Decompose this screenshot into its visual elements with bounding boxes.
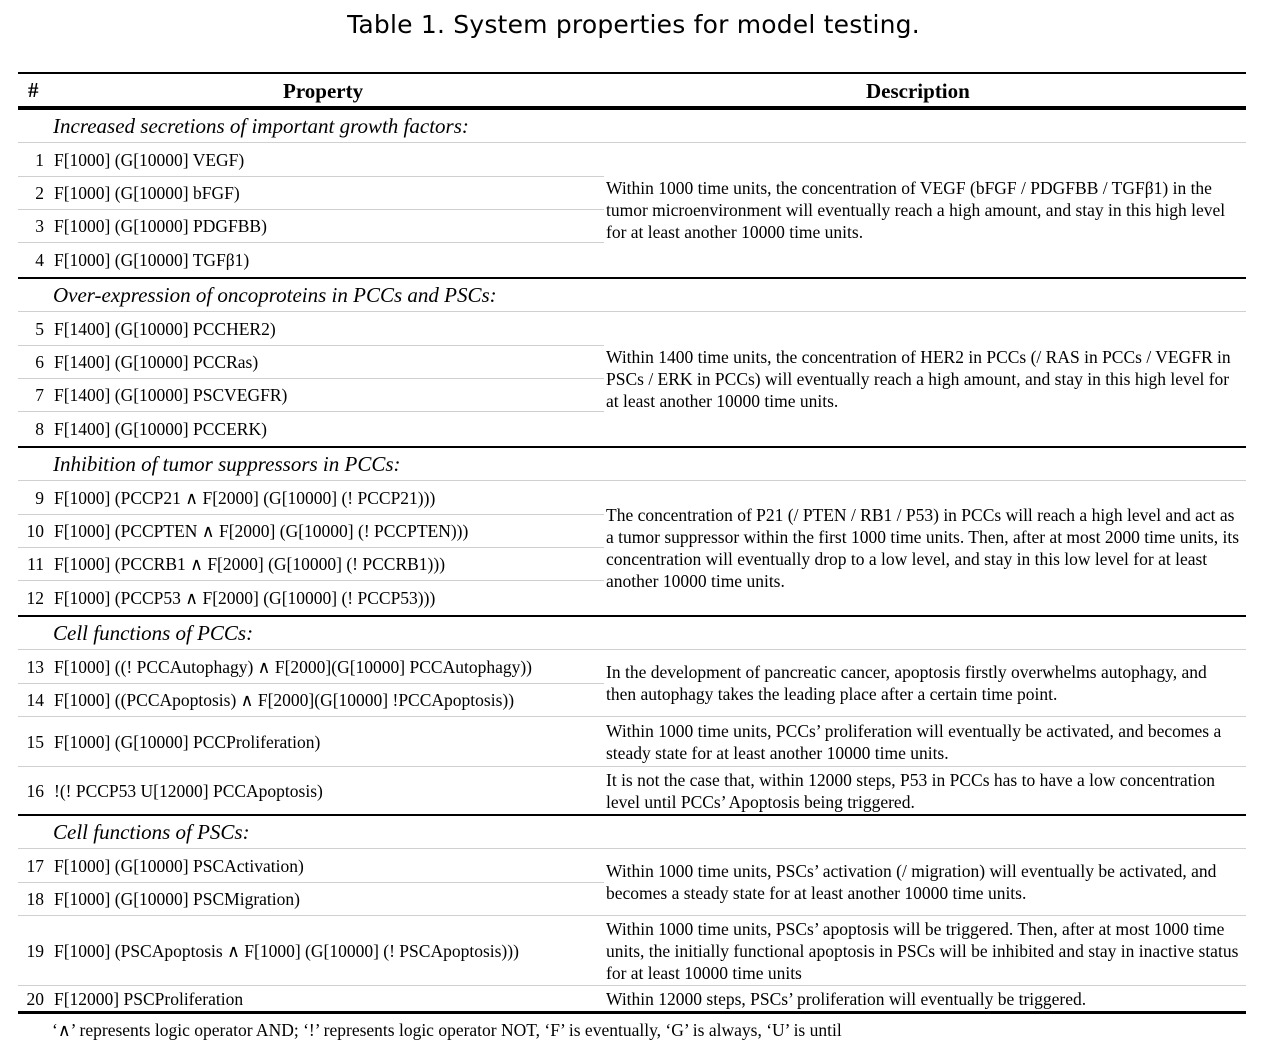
property-group — [18, 717, 1246, 767]
table-section — [18, 446, 1246, 615]
table-row — [18, 650, 604, 684]
row-number: 16 — [26, 780, 44, 801]
property-formula: F[1000] (G[10000] VEGF) — [54, 149, 245, 170]
property-formula: F[1000] (PCCP53 ∧ F[2000] (G[10000] (! PCCP53))) — [54, 588, 436, 608]
table-section — [18, 814, 1246, 1011]
row-number: 12 — [26, 588, 44, 608]
row-number: 2 — [35, 183, 44, 203]
property-group — [18, 849, 1246, 916]
property-description: In the development of pancreatic cancer, apoptosis firstly overwhelms autophagy, and then autophagy takes the leading place after a certain time point. — [606, 662, 1207, 704]
property-description: Within 1000 time units, PSCs’ activation (/ migration) will eventually be activated, and becomes a steady state for at least another 10000 time units. — [606, 861, 1217, 903]
section-title: Cell functions of PSCs: — [18, 816, 1246, 849]
property-description: Within 1000 time units, the concentration of VEGF (bFGF / PDGFBB / TGFβ1) in the tumor microenvironment will eventually reach a high amount, and stay in this high level for at least another 10000 time units. — [606, 178, 1226, 242]
table-row — [18, 684, 604, 716]
property-formula: F[1000] (G[10000] PSCMigration) — [54, 889, 300, 909]
property-description: Within 12000 steps, PSCs’ proliferation will eventually be triggered. — [606, 988, 1087, 1009]
property-group — [18, 986, 1246, 1011]
property-formula: F[1000] (PCCRB1 ∧ F[2000] (G[10000] (! PCCRB1))) — [54, 554, 446, 574]
row-number: 11 — [27, 554, 44, 574]
property-formula: F[1000] (PCCPTEN ∧ F[2000] (G[10000] (! PCCPTEN))) — [54, 521, 469, 541]
property-formula: F[1000] ((PCCApoptosis) ∧ F[2000](G[10000] !PCCApoptosis)) — [54, 690, 515, 710]
property-formula: F[1400] (G[10000] PCCERK) — [54, 419, 267, 439]
table-row — [18, 210, 604, 243]
row-number: 4 — [35, 250, 44, 270]
table-row — [18, 986, 604, 1011]
table-row — [18, 312, 604, 346]
property-formula: F[1000] (PCCP21 ∧ F[2000] (G[10000] (! PCCP21))) — [54, 487, 436, 508]
property-formula: !(! PCCP53 U[12000] PCCApoptosis) — [54, 780, 323, 801]
row-number: 1 — [35, 149, 44, 170]
column-header-description: Description — [866, 79, 970, 103]
table-row — [18, 581, 604, 615]
table-row — [18, 515, 604, 548]
row-number: 14 — [26, 690, 44, 710]
table-header — [18, 74, 1246, 108]
table-row — [18, 883, 604, 915]
row-number: 5 — [35, 318, 44, 339]
table-row — [18, 717, 604, 766]
table-row — [18, 412, 604, 446]
property-group — [18, 143, 1246, 277]
row-number: 20 — [26, 988, 44, 1009]
row-number: 7 — [35, 385, 44, 405]
table-row — [18, 243, 604, 277]
column-header-num: # — [28, 78, 39, 102]
table-row — [18, 379, 604, 412]
property-formula: F[1000] ((! PCCAutophagy) ∧ F[2000](G[10000] PCCAutophagy)) — [54, 656, 532, 677]
section-title: Cell functions of PCCs: — [18, 617, 1246, 650]
property-formula: F[1000] (G[10000] PDGFBB) — [54, 216, 267, 236]
property-description: Within 1000 time units, PSCs’ apoptosis will be triggered. Then, after at most 1000 time units, the initially functional apoptosis in PSCs will be inhibited and stay in inactive status for at least 10000 time units — [606, 918, 1239, 983]
table-row — [18, 548, 604, 581]
row-number: 6 — [35, 352, 44, 372]
section-title: Increased secretions of important growth factors: — [18, 110, 1246, 143]
property-description: Within 1400 time units, the concentration of HER2 in PCCs (/ RAS in PCCs / VEGFR in PSCs / ERK in PCCs) will eventually reach a high amount, and stay in this high level for at least another 10000 time units. — [606, 347, 1231, 411]
property-group — [18, 767, 1246, 814]
property-formula: F[1000] (G[10000] PSCActivation) — [54, 855, 304, 876]
property-group — [18, 312, 1246, 446]
properties-table — [18, 72, 1246, 1014]
table-section — [18, 277, 1246, 446]
table-row — [18, 346, 604, 379]
property-formula: F[1000] (PSCApoptosis ∧ F[1000] (G[10000] (! PSCApoptosis))) — [54, 940, 519, 961]
property-description: The concentration of P21 (/ PTEN / RB1 / P53) in PCCs will reach a high level and act as a tumor suppressor within the first 1000 time units. Then, after at most 2000 time units, its concentration will eventually drop to a low level, and stay in this low level for at least another 10000 time units. — [606, 505, 1240, 591]
row-number: 8 — [35, 419, 44, 439]
table-footnote: ‘∧’ represents logic operator AND; ‘!’ represents logic operator NOT, ‘F’ is eventually, ‘G’ is always, ‘U’ is until — [52, 1020, 842, 1040]
property-formula: F[1000] (G[10000] bFGF) — [54, 183, 240, 203]
section-title: Inhibition of tumor suppressors in PCCs: — [18, 448, 1246, 481]
table-row — [18, 916, 604, 985]
property-formula: F[1400] (G[10000] PCCRas) — [54, 352, 259, 372]
property-description: Within 1000 time units, PCCs’ proliferation will eventually be activated, and becomes a steady state for at least another 10000 time units. — [606, 720, 1222, 763]
row-number: 9 — [35, 487, 44, 508]
row-number: 10 — [26, 521, 44, 541]
section-title: Over-expression of oncoproteins in PCCs and PSCs: — [18, 279, 1246, 312]
property-formula: F[1000] (G[10000] PCCProliferation) — [54, 731, 321, 752]
row-number: 17 — [26, 855, 44, 876]
table-row — [18, 143, 604, 177]
column-header-property: Property — [283, 79, 364, 103]
row-number: 3 — [35, 216, 44, 236]
table-title: Table 1. System properties for model testing. — [347, 10, 920, 39]
property-description: It is not the case that, within 12000 steps, P53 in PCCs has to have a low concentration level until PCCs’ Apoptosis being triggered. — [606, 769, 1216, 812]
property-group — [18, 916, 1246, 986]
row-number: 13 — [26, 656, 44, 677]
property-formula: F[1000] (G[10000] TGFβ1) — [54, 250, 250, 270]
property-group — [18, 650, 1246, 717]
row-number: 18 — [26, 889, 44, 909]
table-section — [18, 108, 1246, 277]
property-group — [18, 481, 1246, 615]
property-formula: F[1400] (G[10000] PSCVEGFR) — [54, 385, 288, 405]
table-row — [18, 767, 604, 814]
property-formula: F[1400] (G[10000] PCCHER2) — [54, 318, 276, 339]
property-formula: F[12000] PSCProliferation — [54, 988, 244, 1009]
table-section — [18, 615, 1246, 814]
table-row — [18, 849, 604, 883]
row-number: 19 — [26, 940, 44, 961]
table-row — [18, 177, 604, 210]
table-row — [18, 481, 604, 515]
row-number: 15 — [26, 731, 44, 752]
